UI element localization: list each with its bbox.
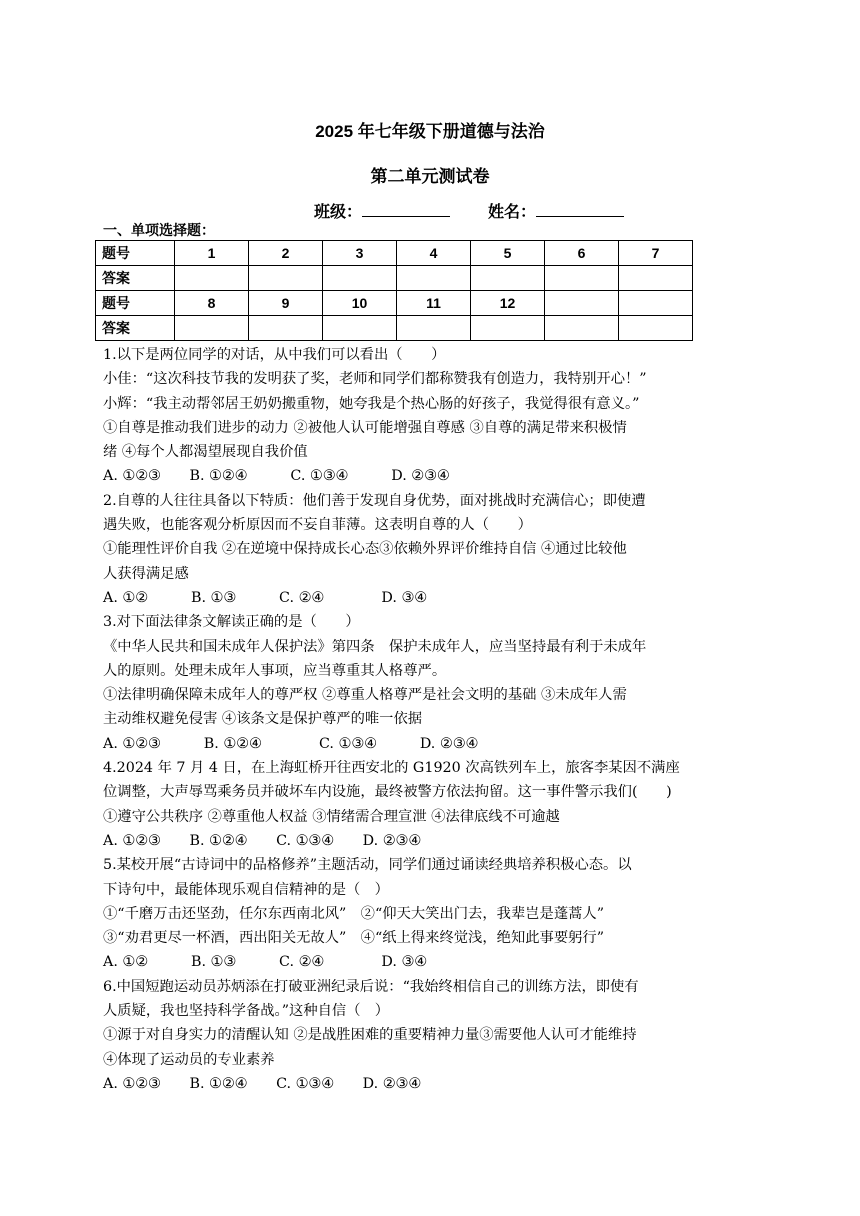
question-line: 3.对下面法律条文解读正确的是（ ） [103, 614, 360, 631]
name-blank[interactable] [536, 202, 624, 217]
question-number-cell: 12 [471, 291, 545, 316]
question-line: 《中华人民共和国未成年人保护法》第四条 保护未成年人，应当坚持最有利于未成年 [103, 638, 647, 655]
question-line: 4.2024 年 7 月 4 日，在上海虹桥开往西安北的 G1920 次高铁列车上，旅客李某因不满座 [103, 760, 680, 777]
table-row [96, 241, 693, 266]
question-number-cell: 4 [397, 241, 471, 266]
answer-cell[interactable] [471, 266, 545, 291]
question-number-cell: 3 [323, 241, 397, 266]
row-label: 题号 [96, 291, 175, 316]
student-info-line [314, 199, 624, 222]
answer-cell[interactable] [545, 266, 619, 291]
question-line: 人获得满足感 [103, 565, 189, 582]
question-line: 主动维权避免侵害 ④该条文是保护尊严的唯一依据 [103, 711, 423, 728]
question-line: 小辉：“我主动帮邻居王奶奶搬重物，她夸我是个热心肠的好孩子，我觉得很有意义。” [103, 395, 640, 412]
answer-cell[interactable] [249, 266, 323, 291]
question-number-cell: 6 [545, 241, 619, 266]
question-line: ①源于对自身实力的清醒认知 ②是战胜困难的重要精神力量③需要他人认可才能维持 [103, 1027, 637, 1044]
question-number-cell: 7 [619, 241, 693, 266]
question-line: 遇失败，也能客观分析原因而不妄自菲薄。这表明自尊的人（ ） [103, 517, 532, 534]
question-number-cell: 10 [323, 291, 397, 316]
answer-cell[interactable] [471, 316, 545, 341]
question-number-cell: 8 [175, 291, 249, 316]
question-number-cell: 5 [471, 241, 545, 266]
options-line: A. ①② B. ①③ C. ②④ D. ③④ [103, 954, 428, 971]
question-line: ①“千磨万击还坚劲，任尔东西南北风” ②“仰天大笑出门去，我辈岂是蓬蒿人” [103, 905, 605, 922]
question-line: 5.某校开展“古诗词中的品格修养”主题活动，同学们通过诵读经典培养积极心态。以 [103, 857, 632, 874]
question-line: 6.中国短跑运动员苏炳添在打破亚洲纪录后说：“我始终相信自己的训练方法，即使有 [103, 978, 639, 995]
table-row [96, 291, 693, 316]
answer-cell[interactable] [619, 316, 693, 341]
question-line: ①自尊是推动我们进步的动力 ②被他人认可能增强自尊感 ③自尊的满足带来积极情 [103, 419, 627, 436]
table-row [96, 266, 693, 291]
name-label: 姓名： [488, 204, 537, 221]
questions-body [103, 343, 763, 1096]
question-line: ①法律明确保障未成年人的尊严权 ②尊重人格尊严是社会文明的基础 ③未成年人需 [103, 687, 627, 704]
question-line: 绪 ④每个人都渴望展现自我价值 [103, 444, 308, 461]
question-line: 小佳：“这次科技节我的发明获了奖，老师和同学们都称赞我有创造力，我特别开心！” [103, 371, 647, 388]
exam-title: 2025 年七年级下册道德与法治 [315, 122, 545, 141]
question-line: ③“劝君更尽一杯酒，西出阳关无故人” ④“纸上得来终觉浅，绝知此事要躬行” [103, 930, 605, 947]
answer-cell[interactable] [545, 316, 619, 341]
answer-cell[interactable] [619, 266, 693, 291]
question-line: 人的原则。处理未成年人事项，应当尊重其人格尊严。 [103, 662, 447, 679]
question-line: 位调整，大声辱骂乘务员并破坏车内设施，最终被警方依法拘留。这一事件警示我们( ) [103, 784, 672, 801]
answer-table [95, 240, 693, 341]
table-row [96, 316, 693, 341]
question-number-cell [619, 291, 693, 316]
row-label: 答案 [96, 266, 175, 291]
row-label: 答案 [96, 316, 175, 341]
question-line: ④体现了运动员的专业素养 [103, 1051, 275, 1068]
options-line: A. ①② B. ①③ C. ②④ D. ③④ [103, 589, 428, 606]
question-line: 1.以下是两位同学的对话，从中我们可以看出（ ） [103, 347, 446, 363]
question-line: ①遵守公共秩序 ②尊重他人权益 ③情绪需合理宣泄 ④法律底线不可逾越 [103, 808, 560, 825]
question-line: 人质疑，我也坚持科学备战。”这种自信（ ） [103, 1003, 390, 1020]
class-label: 班级： [314, 204, 363, 221]
question-number-cell: 9 [249, 291, 323, 316]
question-number-cell: 1 [175, 241, 249, 266]
question-line: 2.自尊的人往往具备以下特质：他们善于发现自身优势，面对挑战时充满信心；即使遭 [103, 492, 646, 509]
class-blank[interactable] [362, 202, 450, 217]
question-line: ①能理性评价自我 ②在逆境中保持成长心态③依赖外界评价维持自信 ④通过比较他 [103, 541, 627, 558]
question-line: 下诗句中，最能体现乐观自信精神的是（ ） [103, 881, 389, 898]
question-number-cell: 11 [397, 291, 471, 316]
options-line: A. ①②③ B. ①②④ C. ①③④ D. ②③④ [103, 468, 450, 485]
answer-cell[interactable] [397, 316, 471, 341]
exam-subtitle: 第二单元测试卷 [370, 167, 490, 186]
options-line: A. ①②③ B. ①②④ C. ①③④ D. ②③④ [103, 735, 479, 752]
question-number-cell: 2 [249, 241, 323, 266]
answer-cell[interactable] [175, 266, 249, 291]
options-line: A. ①②③ B. ①②④ C. ①③④ D. ②③④ [103, 832, 422, 849]
answer-cell[interactable] [323, 266, 397, 291]
answer-cell[interactable] [175, 316, 249, 341]
answer-cell[interactable] [249, 316, 323, 341]
answer-cell[interactable] [323, 316, 397, 341]
section-heading: 一、单项选择题： [103, 222, 215, 238]
row-label: 题号 [96, 241, 175, 266]
options-line: A. ①②③ B. ①②④ C. ①③④ D. ②③④ [103, 1075, 422, 1092]
question-number-cell [545, 291, 619, 316]
answer-cell[interactable] [397, 266, 471, 291]
